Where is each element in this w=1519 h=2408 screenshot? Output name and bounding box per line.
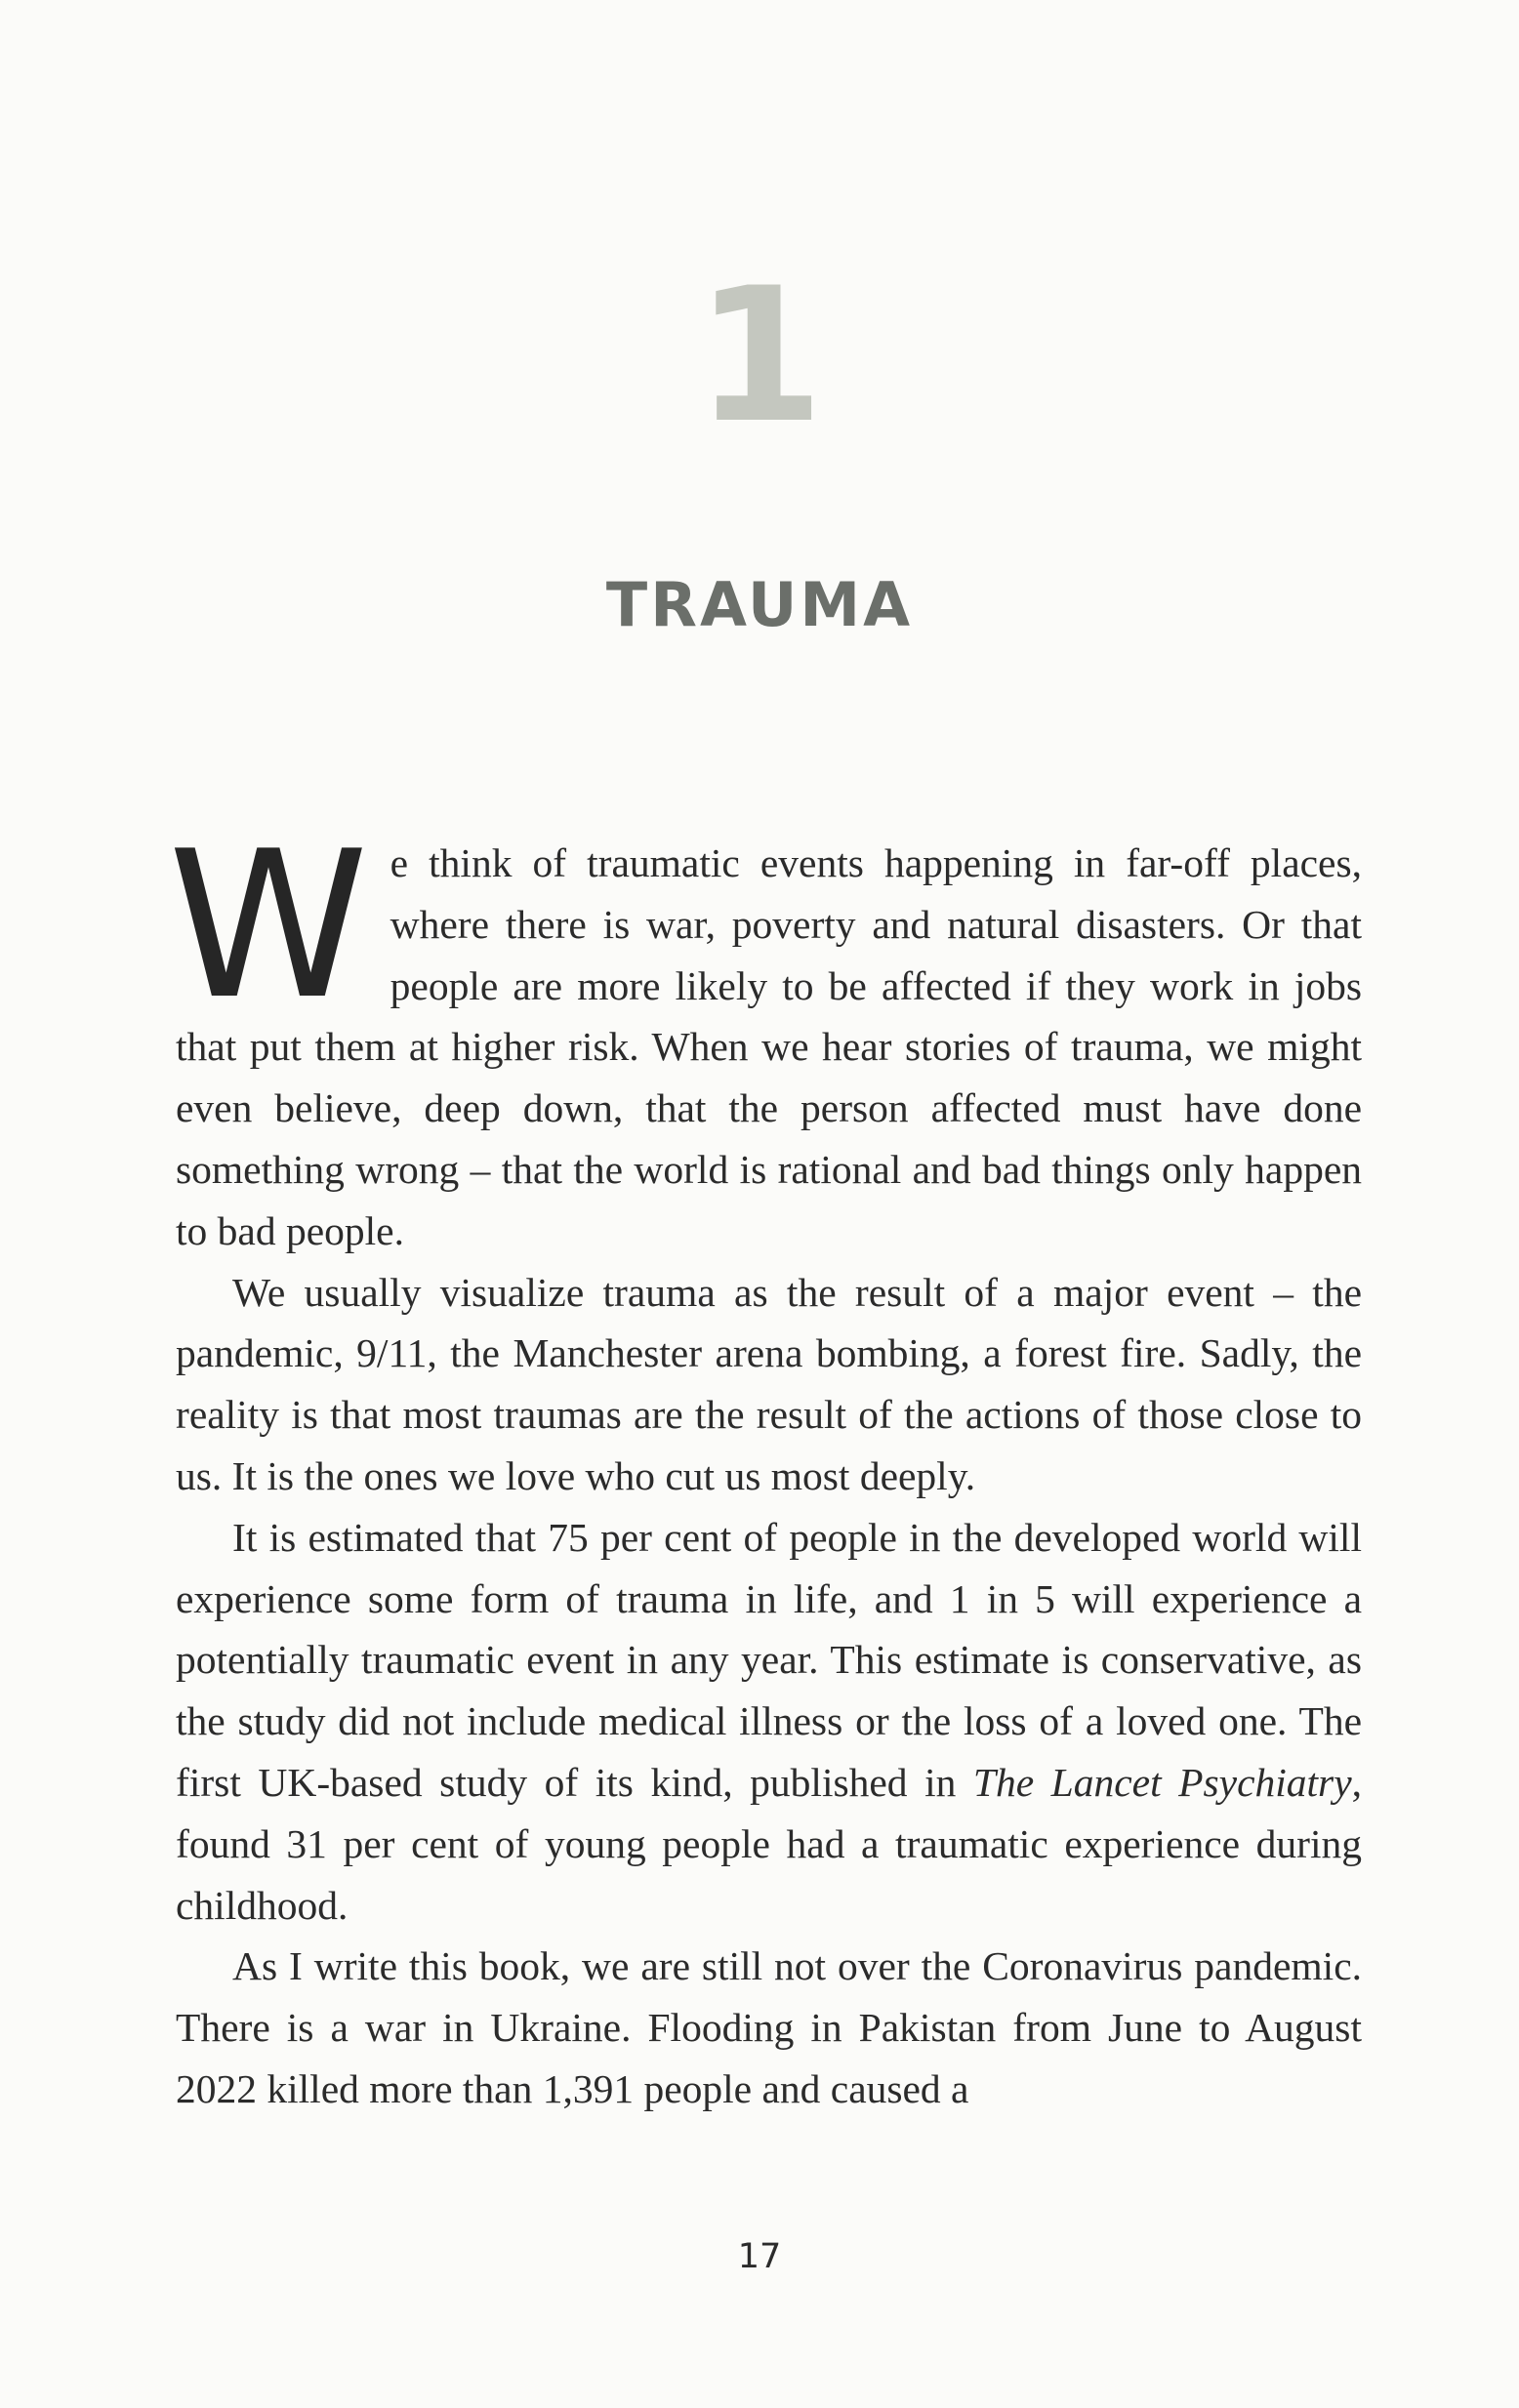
paragraph-1-text: e think of traumatic events happening in far-off places, where there is war, poverty and natural disasters. Or that people are more likely to be affected if they work in jobs that put them at higher risk. When we hear stories of trauma, we might even believe, deep down, that the person affected must have done something wrong – that the world is rational and bad things only happen to bad people. xyxy=(176,840,1362,1253)
paragraph-2: We usually visualize trauma as the result of a major event – the pandemic, 9/11, the Manchester arena bombing, a forest fire. Sadly, the reality is that most traumas are the result of the actions of those close to us. It is the ones we love who cut us most deeply. xyxy=(176,1269,1362,1498)
paragraph-4: As I write this book, we are still not over the Coronavirus pandemic. There is a war in Ukraine. Flooding in Pakistan from June to August 2022 killed more than 1,391 people and caused a xyxy=(176,1943,1362,2111)
paragraph-1 xyxy=(168,808,1362,1262)
body-text xyxy=(168,808,1363,2120)
page-number: 17 xyxy=(737,2237,782,2276)
paragraph-3-text-before: It is estimated that 75 per cent of people in the developed world will experience some form of trauma in life, and 1 in 5 will experience a potentially traumatic event in any year. This estimate is conservative, as the study did not include medical illness or the loss of a loved one. The first UK-based study of its kind, published in xyxy=(176,1514,1362,1805)
paragraph-3 xyxy=(176,1507,1362,1937)
chapter-number: 1 xyxy=(694,248,825,464)
paragraph-3-text-after: , found 31 per cent of young people had a traumatic experience during childhood. xyxy=(176,1759,1363,1928)
drop-cap: W xyxy=(168,808,369,1044)
journal-title: The Lancet Psychiatry xyxy=(972,1759,1352,1805)
chapter-title: TRAUMA xyxy=(605,569,914,640)
